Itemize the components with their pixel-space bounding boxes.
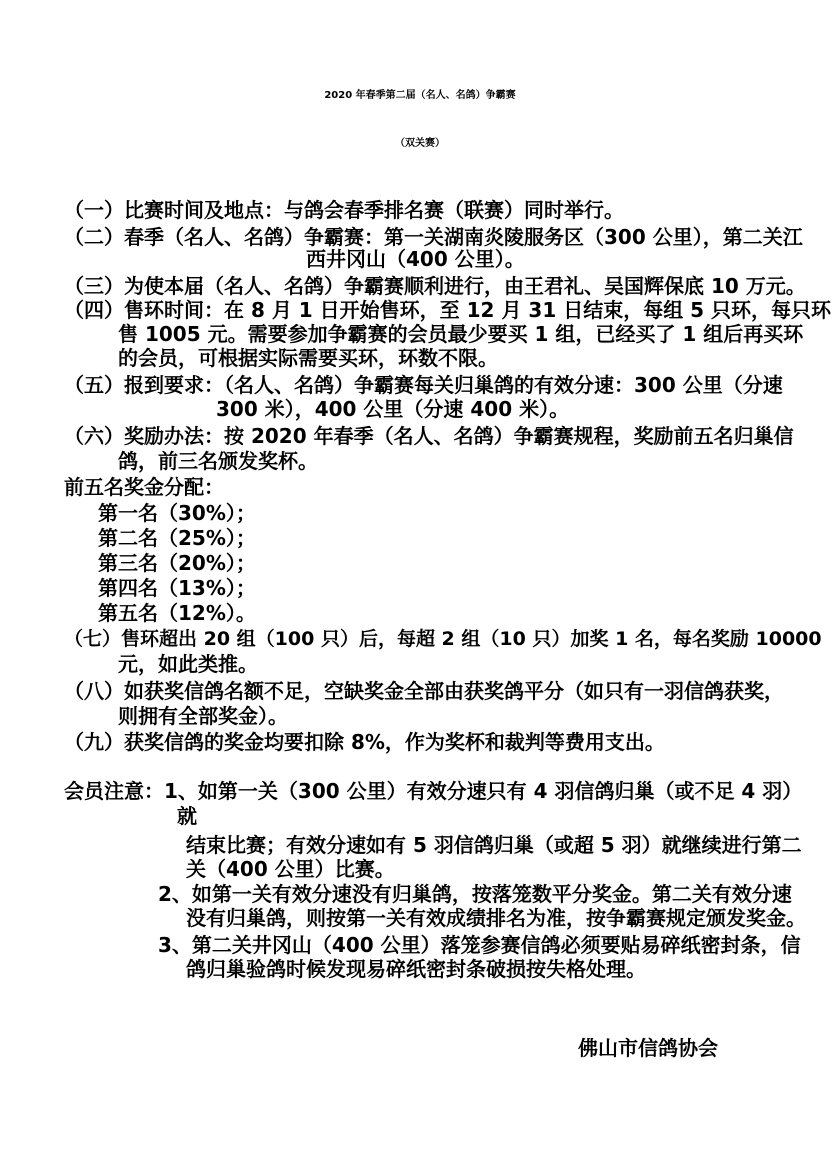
rule-7-cont: 元，如此类推。	[118, 652, 258, 676]
rule-6-cont: 鸽，前三名颁发奖杯。	[118, 449, 318, 473]
rule-8: （八）如获奖信鸽名额不足，空缺奖金全部由获奖鸽平分（如只有一羽信鸽获奖，	[64, 679, 784, 703]
title-line-1: 2020 年春季第二届（名人、名鸽）争霸赛	[324, 90, 516, 101]
signature: 佛山市信鸽协会	[578, 1036, 718, 1060]
rule-6: （六）奖励办法：按 2020 年春季（名人、名鸽）争霸赛规程，奖励前五名归巢信	[64, 424, 794, 448]
prize-2: 第二名（25%）；	[98, 526, 256, 550]
rule-5: （五）报到要求：（名人、名鸽）争霸赛每关归巢鸽的有效分速：300 公里（分速	[64, 373, 783, 397]
rule-1: （一）比赛时间及地点：与鸽会春季排名赛（联赛）同时举行。	[64, 198, 624, 222]
rule-3: （三）为使本届（名人、名鸽）争霸赛顺利进行，由王君礼、吴国辉保底 10 万元。	[64, 274, 806, 298]
rule-2-cont: 西井冈山（400 公里）。	[306, 247, 525, 271]
prize-3: 第三名（20%）；	[98, 551, 256, 575]
note-1-wrap: 就	[177, 804, 197, 828]
rule-2: （二）春季（名人、名鸽）争霸赛：第一关湖南炎陵服务区（300 公里），第二关江	[64, 225, 803, 249]
note-3-cont: 鸽归巢验鸽时候发现易碎纸密封条破损按失格处理。	[186, 957, 646, 981]
prize-1: 第一名（30%）；	[98, 501, 256, 525]
title-line-2: （双关赛）	[395, 138, 445, 149]
note-3: 3、第二关井冈山（400 公里）落笼参赛信鸽必须要贴易碎纸密封条，信	[158, 933, 801, 957]
note-1-cont-1: 结束比赛；有效分速如有 5 羽信鸽归巢（或超 5 羽）就继续进行第二	[186, 833, 802, 857]
rule-9: （九）获奖信鸽的奖金均要扣除 8%，作为奖杯和裁判等费用支出。	[64, 730, 665, 754]
prize-heading: 前五名奖金分配：	[64, 475, 224, 499]
rule-7: （七）售环超出 20 组（100 只）后，每超 2 组（10 只）加奖 1 名，每名奖励 10000	[64, 628, 822, 650]
rule-8-cont: 则拥有全部奖金）。	[118, 704, 288, 728]
note-1-cont-2: 关（400 公里）比赛。	[186, 857, 395, 881]
rule-4-cont-2: 的会员，可根据实际需要买环，环数不限。	[118, 346, 498, 370]
note-1: 会员注意：1、如第一关（300 公里）有效分速只有 4 羽信鸽归巢（或不足 4 羽）	[64, 779, 803, 803]
prize-5: 第五名（12%）。	[98, 601, 256, 625]
rule-4: （四）售环时间：在 8 月 1 日开始售环，至 12 月 31 日结束，每组 5 只环，每只环	[64, 298, 832, 322]
note-2-cont: 没有归巢鸽，则按第一关有效成绩排名为准，按争霸赛规定颁发奖金。	[186, 906, 806, 930]
note-2: 2、如第一关有效分速没有归巢鸽，按落笼数平分奖金。第二关有效分速	[158, 882, 792, 906]
rule-4-cont-1: 售 1005 元。需要参加争霸赛的会员最少要买 1 组，已经买了 1 组后再买环	[118, 322, 804, 346]
prize-4: 第四名（13%）；	[98, 576, 256, 600]
rule-5-cont: 300 米），400 公里（分速 400 米）。	[216, 397, 570, 421]
